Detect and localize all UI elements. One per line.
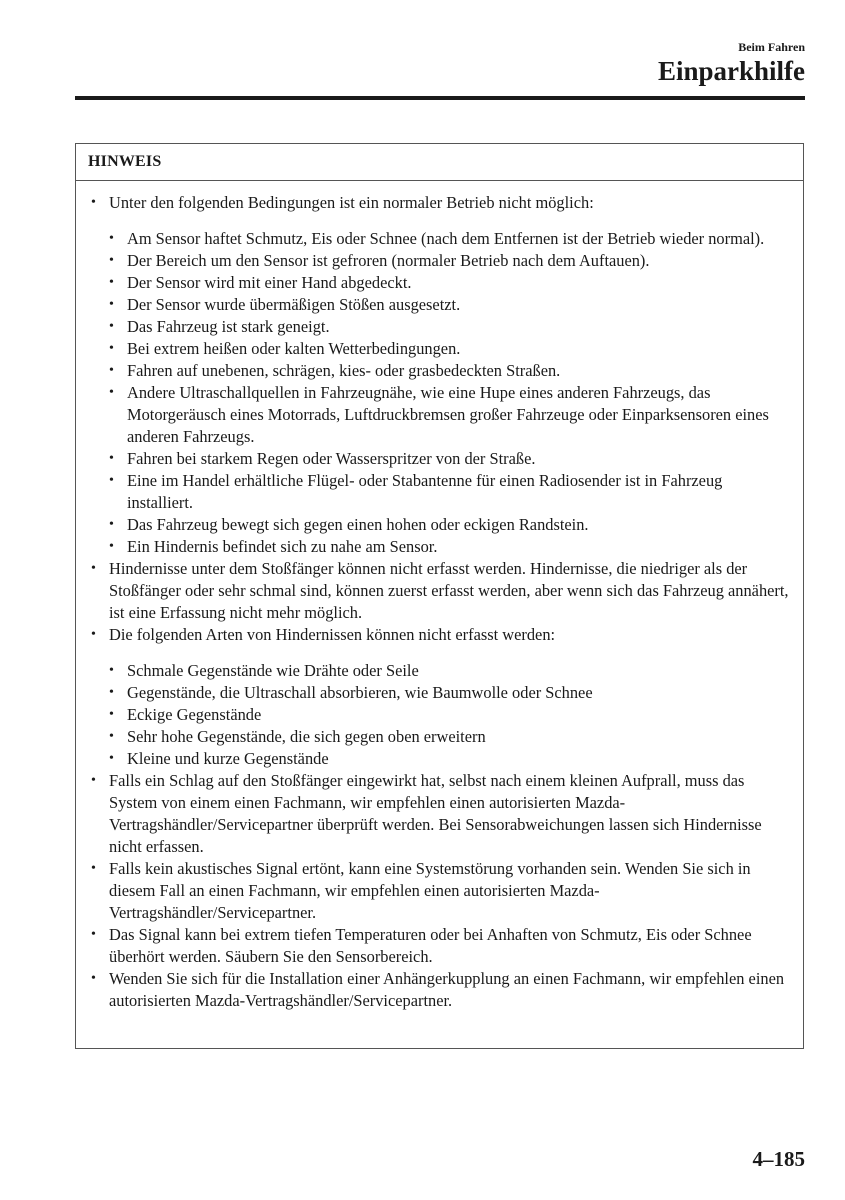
notice-subitem bbox=[109, 470, 789, 514]
notice-box bbox=[75, 143, 804, 1049]
bullet-icon: • bbox=[91, 561, 96, 576]
item-text: Wenden Sie sich für die Installation einer Anhängerkupplung an einen Fachmann, wir empfehlen einen autorisierten Mazda-Vertragshändler/Servicepartner. bbox=[109, 969, 785, 1010]
notice-subitem bbox=[109, 338, 789, 360]
item-text: Hindernisse unter dem Stoßfänger können nicht erfasst werden. Hindernisse, die niedriger als der Stoßfänger oder sehr schmal sind, können zuerst erfasst werden, aber wenn sich das Fahrzeug annähert, ist eine Erfassung nicht mehr möglich. bbox=[109, 559, 789, 622]
bullet-icon: • bbox=[109, 539, 114, 554]
notice-sublist bbox=[91, 660, 789, 770]
item-text: Bei extrem heißen oder kalten Wetterbedingungen. bbox=[127, 339, 461, 358]
item-text: Der Sensor wird mit einer Hand abgedeckt. bbox=[127, 273, 412, 292]
item-text: Eine im Handel erhältliche Flügel- oder Stabantenne für einen Radiosender ist in Fahrzeug installiert. bbox=[127, 471, 723, 512]
notice-subitem bbox=[109, 250, 789, 272]
notice-item bbox=[91, 770, 789, 858]
item-text: Die folgenden Arten von Hindernissen können nicht erfasst werden: bbox=[109, 625, 556, 644]
bullet-icon: • bbox=[109, 729, 114, 744]
item-text: Schmale Gegenstände wie Drähte oder Seile bbox=[127, 661, 419, 680]
bullet-icon: • bbox=[91, 773, 96, 788]
notice-subitem bbox=[109, 704, 789, 726]
item-text: Kleine und kurze Gegenstände bbox=[127, 749, 329, 768]
bullet-icon: • bbox=[109, 275, 114, 290]
notice-subitem bbox=[109, 316, 789, 338]
notice-item bbox=[91, 924, 789, 968]
notice-subitem bbox=[109, 748, 789, 770]
bullet-icon: • bbox=[109, 319, 114, 334]
page-number: 4–185 bbox=[752, 1147, 805, 1171]
notice-subitem bbox=[109, 272, 789, 294]
notice-subitem bbox=[109, 382, 789, 448]
bullet-icon: • bbox=[91, 971, 96, 986]
item-text: Das Signal kann bei extrem tiefen Temperaturen oder bei Anhaften von Schmutz, Eis oder Schnee überhört werden. Säubern Sie den Sensorbereich. bbox=[109, 925, 752, 966]
notice-subitem bbox=[109, 536, 789, 558]
notice-body bbox=[76, 181, 803, 1012]
item-text: Fahren bei starkem Regen oder Wasserspritzer von der Straße. bbox=[127, 449, 536, 468]
page-title: Einparkhilfe bbox=[657, 56, 805, 86]
bullet-icon: • bbox=[91, 861, 96, 876]
bullet-icon: • bbox=[109, 517, 114, 532]
item-text: Am Sensor haftet Schmutz, Eis oder Schnee (nach dem Entfernen ist der Betrieb wieder normal). bbox=[127, 229, 765, 248]
notice-subitem bbox=[109, 360, 789, 382]
bullet-icon: • bbox=[109, 685, 114, 700]
item-text: Das Fahrzeug bewegt sich gegen einen hohen oder eckigen Randstein. bbox=[127, 515, 589, 534]
bullet-icon: • bbox=[109, 341, 114, 356]
bullet-icon: • bbox=[109, 751, 114, 766]
item-text: Andere Ultraschallquellen in Fahrzeugnähe, wie eine Hupe eines anderen Fahrzeugs, das Motorgeräusch eines Motorrads, Luftdruckbremsen großer Fahrzeuge oder Einparksensoren eines anderen Fahrzeugs. bbox=[127, 383, 769, 446]
bullet-icon: • bbox=[109, 253, 114, 268]
item-text: Das Fahrzeug ist stark geneigt. bbox=[127, 317, 330, 336]
item-text: Falls kein akustisches Signal ertönt, kann eine Systemstörung vorhanden sein. Wenden Sie sich in diesem Fall an einen Fachmann, wir empfehlen einen autorisierten Mazda-Vertragshändler/Servicepartner. bbox=[109, 859, 751, 922]
notice-item bbox=[91, 858, 789, 924]
bullet-icon: • bbox=[91, 927, 96, 942]
item-text: Ein Hindernis befindet sich zu nahe am Sensor. bbox=[127, 537, 438, 556]
bullet-icon: • bbox=[109, 663, 114, 678]
notice-subitem bbox=[109, 682, 789, 704]
bullet-icon: • bbox=[91, 195, 96, 210]
bullet-icon: • bbox=[109, 385, 114, 400]
item-text: Der Sensor wurde übermäßigen Stößen ausgesetzt. bbox=[127, 295, 461, 314]
section-label: Beim Fahren bbox=[738, 40, 805, 54]
item-text: Der Bereich um den Sensor ist gefroren (normaler Betrieb nach dem Auftauen). bbox=[127, 251, 650, 270]
bullet-icon: • bbox=[91, 627, 96, 642]
notice-heading: HINWEIS bbox=[76, 144, 803, 181]
notice-subitem bbox=[109, 514, 789, 536]
item-text: Eckige Gegenstände bbox=[127, 705, 262, 724]
notice-subitem bbox=[109, 726, 789, 748]
bullet-icon: • bbox=[109, 297, 114, 312]
item-text: Unter den folgenden Bedingungen ist ein normaler Betrieb nicht möglich: bbox=[109, 193, 594, 212]
item-text: Falls ein Schlag auf den Stoßfänger eingewirkt hat, selbst nach einem kleinen Aufprall, muss das System von einem einen Fachmann, wir empfehlen einen autorisierten Mazda-Vertragshändler/Servicepartner überprüft werden. Bei Sensorabweichungen lassen sich Hindernisse nicht erfassen. bbox=[109, 771, 762, 856]
bullet-icon: • bbox=[109, 231, 114, 246]
bullet-icon: • bbox=[109, 473, 114, 488]
notice-item bbox=[91, 192, 789, 214]
notice-sublist bbox=[91, 228, 789, 558]
notice-subitem bbox=[109, 228, 789, 250]
item-text: Gegenstände, die Ultraschall absorbieren, wie Baumwolle oder Schnee bbox=[127, 683, 593, 702]
bullet-icon: • bbox=[109, 707, 114, 722]
header-rule bbox=[75, 96, 805, 100]
notice-item bbox=[91, 558, 789, 624]
notice-subitem bbox=[109, 448, 789, 470]
notice-subitem bbox=[109, 660, 789, 682]
bullet-icon: • bbox=[109, 363, 114, 378]
notice-subitem bbox=[109, 294, 789, 316]
item-text: Fahren auf unebenen, schrägen, kies- oder grasbedeckten Straßen. bbox=[127, 361, 561, 380]
notice-item bbox=[91, 624, 789, 646]
notice-item bbox=[91, 968, 789, 1012]
bullet-icon: • bbox=[109, 451, 114, 466]
item-text: Sehr hohe Gegenstände, die sich gegen oben erweitern bbox=[127, 727, 486, 746]
